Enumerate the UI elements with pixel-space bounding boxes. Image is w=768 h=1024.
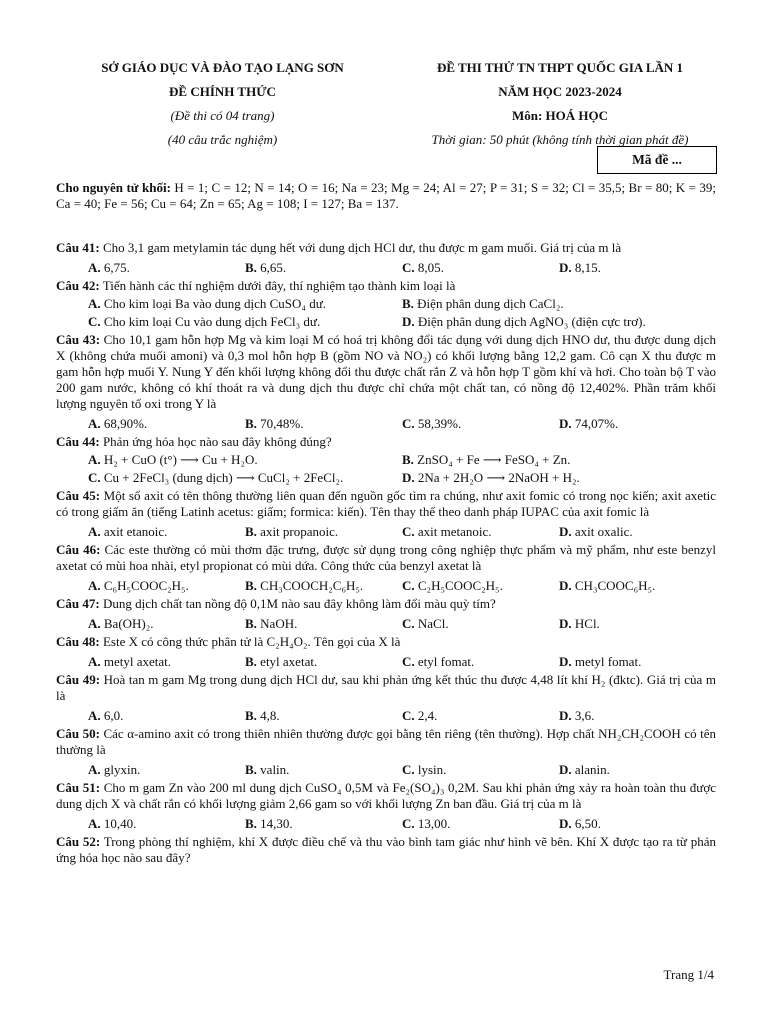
question bbox=[56, 542, 716, 594]
question-stem bbox=[56, 596, 716, 612]
option-text: axit metanoic. bbox=[414, 524, 492, 539]
option-text: HCl. bbox=[571, 616, 600, 631]
question-number: Câu 43: bbox=[56, 332, 101, 347]
option-key: D. bbox=[402, 470, 415, 485]
option-key: B. bbox=[245, 578, 257, 593]
answer-options bbox=[56, 616, 716, 632]
question bbox=[56, 278, 716, 330]
department-name: SỞ GIÁO DỤC VÀ ĐÀO TẠO LẠNG SƠN bbox=[101, 60, 344, 75]
answer-option bbox=[402, 314, 716, 330]
option-text: C₆H₅COOC₂H₅. bbox=[100, 578, 189, 593]
question-number: Câu 42: bbox=[56, 278, 100, 293]
question-text: Các este thường có mùi thơm đặc trưng, được sử dụng trong công nghiệp thực phẩm và mỹ phẩm, như este benzyl axetat có mùi hoa nhài, etyl propionat có mùi dứa. Công thức của benzyl axetat là bbox=[56, 542, 716, 573]
option-key: B. bbox=[245, 708, 257, 723]
option-key: C. bbox=[402, 260, 415, 275]
question-stem bbox=[56, 634, 716, 650]
answer-options bbox=[56, 260, 716, 276]
question-number: Câu 41: bbox=[56, 240, 100, 255]
option-key: B. bbox=[245, 260, 257, 275]
answer-option bbox=[88, 452, 402, 468]
question-text: Hoà tan m gam Mg trong dung dịch HCl dư, sau khi phản ứng kết thúc thu được 4,48 lít khí H₂ (đktc). Giá trị của m là bbox=[56, 672, 717, 703]
answer-option bbox=[559, 708, 716, 724]
option-key: B. bbox=[402, 296, 414, 311]
answer-options bbox=[56, 578, 716, 594]
question-number: Câu 48: bbox=[56, 634, 100, 649]
question-text: Cho m gam Zn vào 200 ml dung dịch CuSO₄ 0,5M và Fe₂(SO₄)₃ 0,2M. Sau khi phản ứng xảy ra hoàn toàn thu được dung dịch X và chất rắn có khối lượng giảm 2,66 gam so với khối lượng Zn ban đầu. Giá trị của m là bbox=[56, 780, 716, 811]
answer-option bbox=[245, 578, 402, 594]
option-key: D. bbox=[559, 762, 572, 777]
option-text: Điện phân dung dịch AgNO₃ (điện cực trơ). bbox=[414, 314, 646, 329]
question-number: Câu 50: bbox=[56, 726, 100, 741]
question bbox=[56, 726, 716, 778]
question-text: Trong phòng thí nghiệm, khí X được điều chế và thu vào bình tam giác như hình vẽ bên. Khí X được tạo ra từ phản ứng hóa học nào sau đây? bbox=[56, 834, 716, 865]
atomic-masses bbox=[56, 180, 716, 212]
question bbox=[56, 596, 716, 632]
answer-option bbox=[88, 762, 245, 778]
answer-options bbox=[56, 470, 716, 486]
answer-option bbox=[88, 616, 245, 632]
option-text: H₂ + CuO (t°) ⟶ Cu + H₂O. bbox=[100, 452, 258, 467]
option-text: 74,07%. bbox=[571, 416, 619, 431]
answer-options bbox=[56, 816, 716, 832]
option-key: A. bbox=[88, 708, 101, 723]
option-key: C. bbox=[402, 578, 415, 593]
option-text: glyxin. bbox=[100, 762, 141, 777]
option-key: C. bbox=[402, 616, 415, 631]
option-text: CH₃COOC₆H₅. bbox=[571, 578, 656, 593]
option-key: C. bbox=[88, 470, 101, 485]
option-text: axit propanoic. bbox=[256, 524, 339, 539]
option-key: A. bbox=[88, 654, 101, 669]
question bbox=[56, 332, 716, 432]
option-text: 3,6. bbox=[571, 708, 595, 723]
option-key: B. bbox=[245, 416, 257, 431]
question bbox=[56, 780, 716, 832]
question bbox=[56, 834, 716, 866]
answer-options bbox=[56, 452, 716, 468]
option-key: D. bbox=[559, 708, 572, 723]
answer-option bbox=[88, 578, 245, 594]
question bbox=[56, 634, 716, 670]
option-key: D. bbox=[559, 816, 572, 831]
option-key: D. bbox=[559, 260, 572, 275]
option-text: 6,75. bbox=[100, 260, 130, 275]
atomic-masses-text: H = 1; C = 12; N = 14; O = 16; Na = 23; Mg = 24; Al = 27; P = 31; S = 32; Cl = 35,5; Br = 80; K = 39; Ca = 40; Fe = 56; Cu = 64; Zn = 65; Ag = 108; I = 127; Ba = 137. bbox=[56, 180, 716, 211]
answer-option bbox=[245, 416, 402, 432]
header-left bbox=[70, 56, 375, 152]
option-key: C. bbox=[402, 654, 415, 669]
duration: Thời gian: 50 phút (không tính thời gian phát đề) bbox=[431, 132, 689, 147]
answer-option bbox=[88, 314, 402, 330]
answer-option bbox=[402, 524, 559, 540]
answer-option bbox=[402, 578, 559, 594]
school-year: NĂM HỌC 2023-2024 bbox=[498, 84, 622, 99]
question-list bbox=[56, 240, 716, 866]
option-key: C. bbox=[402, 416, 415, 431]
option-key: B. bbox=[245, 816, 257, 831]
option-text: lysin. bbox=[414, 762, 447, 777]
option-text: Ba(OH)₂. bbox=[100, 616, 154, 631]
answer-option bbox=[559, 616, 716, 632]
option-text: valin. bbox=[256, 762, 290, 777]
option-text: alanin. bbox=[571, 762, 610, 777]
exam-code-box: Mã đề ... bbox=[597, 146, 717, 174]
answer-option bbox=[245, 260, 402, 276]
question-stem bbox=[56, 780, 716, 812]
option-key: C. bbox=[402, 816, 415, 831]
question-text: Dung dịch chất tan nồng độ 0,1M nào sau đây không làm đổi màu quỳ tím? bbox=[99, 596, 496, 611]
answer-option bbox=[559, 654, 716, 670]
question bbox=[56, 488, 716, 540]
page-number: Trang 1/4 bbox=[663, 967, 714, 982]
option-key: A. bbox=[88, 524, 101, 539]
option-text: etyl fomat. bbox=[414, 654, 475, 669]
answer-option bbox=[88, 654, 245, 670]
answer-option bbox=[402, 470, 716, 486]
option-key: A. bbox=[88, 616, 101, 631]
option-key: B. bbox=[245, 524, 257, 539]
answer-option bbox=[88, 260, 245, 276]
option-key: B. bbox=[245, 762, 257, 777]
option-text: NaCl. bbox=[414, 616, 449, 631]
answer-option bbox=[402, 452, 716, 468]
question bbox=[56, 240, 716, 276]
answer-option bbox=[402, 762, 559, 778]
question-number: Câu 49: bbox=[56, 672, 101, 687]
option-key: A. bbox=[88, 816, 101, 831]
option-key: A. bbox=[88, 296, 101, 311]
option-key: A. bbox=[88, 452, 101, 467]
question-number: Câu 52: bbox=[56, 834, 101, 849]
option-text: 10,40. bbox=[100, 816, 137, 831]
question-text: Một số axit có tên thông thường liên quan đến nguồn gốc tìm ra chúng, như axit fomic có trong nọc kiến; axit axetic có trong giấm ăn (tiếng Latinh acetus: giấm; formica: kiến). Tên thay thế theo danh pháp IUPAC của axit fomic là bbox=[56, 488, 716, 519]
answer-option bbox=[559, 762, 716, 778]
option-key: D. bbox=[559, 616, 572, 631]
answer-option bbox=[88, 296, 402, 312]
answer-option bbox=[245, 524, 402, 540]
option-text: C₂H₅COOC₂H₅. bbox=[414, 578, 503, 593]
answer-options bbox=[56, 708, 716, 724]
option-key: A. bbox=[88, 416, 101, 431]
answer-options bbox=[56, 524, 716, 540]
question-text: Các α-amino axit có trong thiên nhiên thường được gọi bằng tên riêng (tên thường). Hợp chất NH₂CH₂COOH có tên thường là bbox=[56, 726, 716, 757]
exam-title: ĐỀ THI THỬ TN THPT QUỐC GIA LẦN 1 bbox=[436, 60, 684, 75]
option-key: B. bbox=[402, 452, 414, 467]
option-key: C. bbox=[88, 314, 101, 329]
question-stem bbox=[56, 488, 716, 520]
answer-option bbox=[88, 524, 245, 540]
atomic-masses-label: Cho nguyên tử khối: bbox=[56, 180, 171, 195]
answer-option bbox=[245, 654, 402, 670]
answer-option bbox=[402, 296, 716, 312]
question bbox=[56, 672, 716, 724]
option-text: CH₃COOCH₂C₆H₅. bbox=[256, 578, 364, 593]
question-number: Câu 51: bbox=[56, 780, 101, 795]
answer-options bbox=[56, 762, 716, 778]
option-text: axit etanoic. bbox=[100, 524, 168, 539]
answer-option bbox=[559, 416, 716, 432]
question-text: Tiến hành các thí nghiệm dưới đây, thí nghiệm tạo thành kim loại là bbox=[99, 278, 456, 293]
option-text: Cho kim loại Ba vào dung dịch CuSO₄ dư. bbox=[100, 296, 326, 311]
answer-option bbox=[245, 616, 402, 632]
answer-option bbox=[559, 816, 716, 832]
option-text: 58,39%. bbox=[414, 416, 462, 431]
question-stem bbox=[56, 278, 716, 294]
answer-option bbox=[402, 816, 559, 832]
question-number: Câu 46: bbox=[56, 542, 101, 557]
option-key: C. bbox=[402, 708, 415, 723]
option-text: 4,8. bbox=[256, 708, 280, 723]
option-key: D. bbox=[559, 654, 572, 669]
answer-options bbox=[56, 296, 716, 312]
option-text: etyl axetat. bbox=[256, 654, 318, 669]
exam-content bbox=[56, 180, 716, 866]
answer-option bbox=[88, 816, 245, 832]
option-key: B. bbox=[245, 654, 257, 669]
question-text: Este X có công thức phân tử là C₂H₄O₂. Tên gọi của X là bbox=[99, 634, 401, 649]
option-text: axit oxalic. bbox=[571, 524, 633, 539]
answer-option bbox=[559, 524, 716, 540]
option-key: D. bbox=[402, 314, 415, 329]
option-text: 8,05. bbox=[414, 260, 444, 275]
option-text: metyl fomat. bbox=[571, 654, 642, 669]
header-right bbox=[395, 56, 725, 152]
answer-option bbox=[88, 470, 402, 486]
answer-options bbox=[56, 654, 716, 670]
answer-option bbox=[402, 616, 559, 632]
option-text: NaOH. bbox=[256, 616, 298, 631]
option-text: Cho kim loại Cu vào dung dịch FeCl₃ dư. bbox=[100, 314, 321, 329]
option-text: 14,30. bbox=[256, 816, 293, 831]
question-stem bbox=[56, 434, 716, 450]
option-text: 6,0. bbox=[100, 708, 124, 723]
question-stem bbox=[56, 726, 716, 758]
question-text: Cho 10,1 gam hỗn hợp Mg và kim loại M có hoá trị không đổi tác dụng với dung dịch HNO dư, thu được dung dịch X (không chứa muối amoni) và 0,3 mol hỗn hợp B (gồm NO và NO₂) có khối lượng bằng 12,2 gam. Cô cạn X thu được m gam hỗn hợp muối Y. Nung Y đến khối lượng không đổi thu được chất rắn Z và hỗn hợp T gồm khí và hơi. Cho toàn bộ T vào 200 gam nước, không có khí thoát ra và dung dịch thu được chỉ chứa một chất tan, có nồng độ 12,402%. Phần trăm khối lượng nguyên tố oxi trong Y là bbox=[56, 332, 716, 411]
answer-option bbox=[402, 654, 559, 670]
question-count-note: (40 câu trắc nghiệm) bbox=[167, 132, 278, 147]
option-key: D. bbox=[559, 524, 572, 539]
answer-option bbox=[245, 762, 402, 778]
option-text: 6,50. bbox=[571, 816, 601, 831]
question-stem bbox=[56, 240, 716, 256]
question-stem bbox=[56, 332, 716, 412]
answer-option bbox=[245, 816, 402, 832]
question-text: Phản ứng hóa học nào sau đây không đúng? bbox=[99, 434, 332, 449]
option-text: 2,4. bbox=[414, 708, 438, 723]
official-label: ĐỀ CHÍNH THỨC bbox=[169, 84, 276, 99]
option-key: B. bbox=[245, 616, 257, 631]
answer-option bbox=[245, 708, 402, 724]
page-count-note: (Đề thi có 04 trang) bbox=[170, 108, 275, 123]
option-key: A. bbox=[88, 578, 101, 593]
option-key: A. bbox=[88, 260, 101, 275]
option-key: A. bbox=[88, 762, 101, 777]
option-text: 8,15. bbox=[571, 260, 601, 275]
answer-option bbox=[402, 260, 559, 276]
option-key: C. bbox=[402, 524, 415, 539]
question-stem bbox=[56, 542, 716, 574]
question-stem bbox=[56, 834, 716, 866]
answer-options bbox=[56, 416, 716, 432]
option-text: Cu + 2FeCl₃ (dung dịch) ⟶ CuCl₂ + 2FeCl₂. bbox=[100, 470, 344, 485]
option-text: 68,90%. bbox=[100, 416, 148, 431]
question-number: Câu 47: bbox=[56, 596, 100, 611]
answer-option bbox=[402, 708, 559, 724]
option-text: 70,48%. bbox=[256, 416, 304, 431]
option-text: metyl axetat. bbox=[100, 654, 172, 669]
option-key: C. bbox=[402, 762, 415, 777]
option-text: 6,65. bbox=[256, 260, 287, 275]
option-text: ZnSO₄ + Fe ⟶ FeSO₄ + Zn. bbox=[413, 452, 571, 467]
option-key: D. bbox=[559, 578, 572, 593]
answer-option bbox=[88, 708, 245, 724]
answer-options bbox=[56, 314, 716, 330]
option-text: Điện phân dung dịch CaCl₂. bbox=[413, 296, 564, 311]
option-text: 13,00. bbox=[414, 816, 451, 831]
question bbox=[56, 434, 716, 486]
option-text: 2Na + 2H₂O ⟶ 2NaOH + H₂. bbox=[414, 470, 580, 485]
answer-option bbox=[88, 416, 245, 432]
subject: Môn: HOÁ HỌC bbox=[511, 108, 609, 123]
answer-option bbox=[559, 578, 716, 594]
answer-option bbox=[559, 260, 716, 276]
question-text: Cho 3,1 gam metylamin tác dụng hết với dung dịch HCl dư, thu được m gam muối. Giá trị của m là bbox=[99, 240, 622, 255]
answer-option bbox=[402, 416, 559, 432]
option-key: D. bbox=[559, 416, 572, 431]
question-number: Câu 45: bbox=[56, 488, 101, 503]
question-number: Câu 44: bbox=[56, 434, 100, 449]
question-stem bbox=[56, 672, 716, 704]
